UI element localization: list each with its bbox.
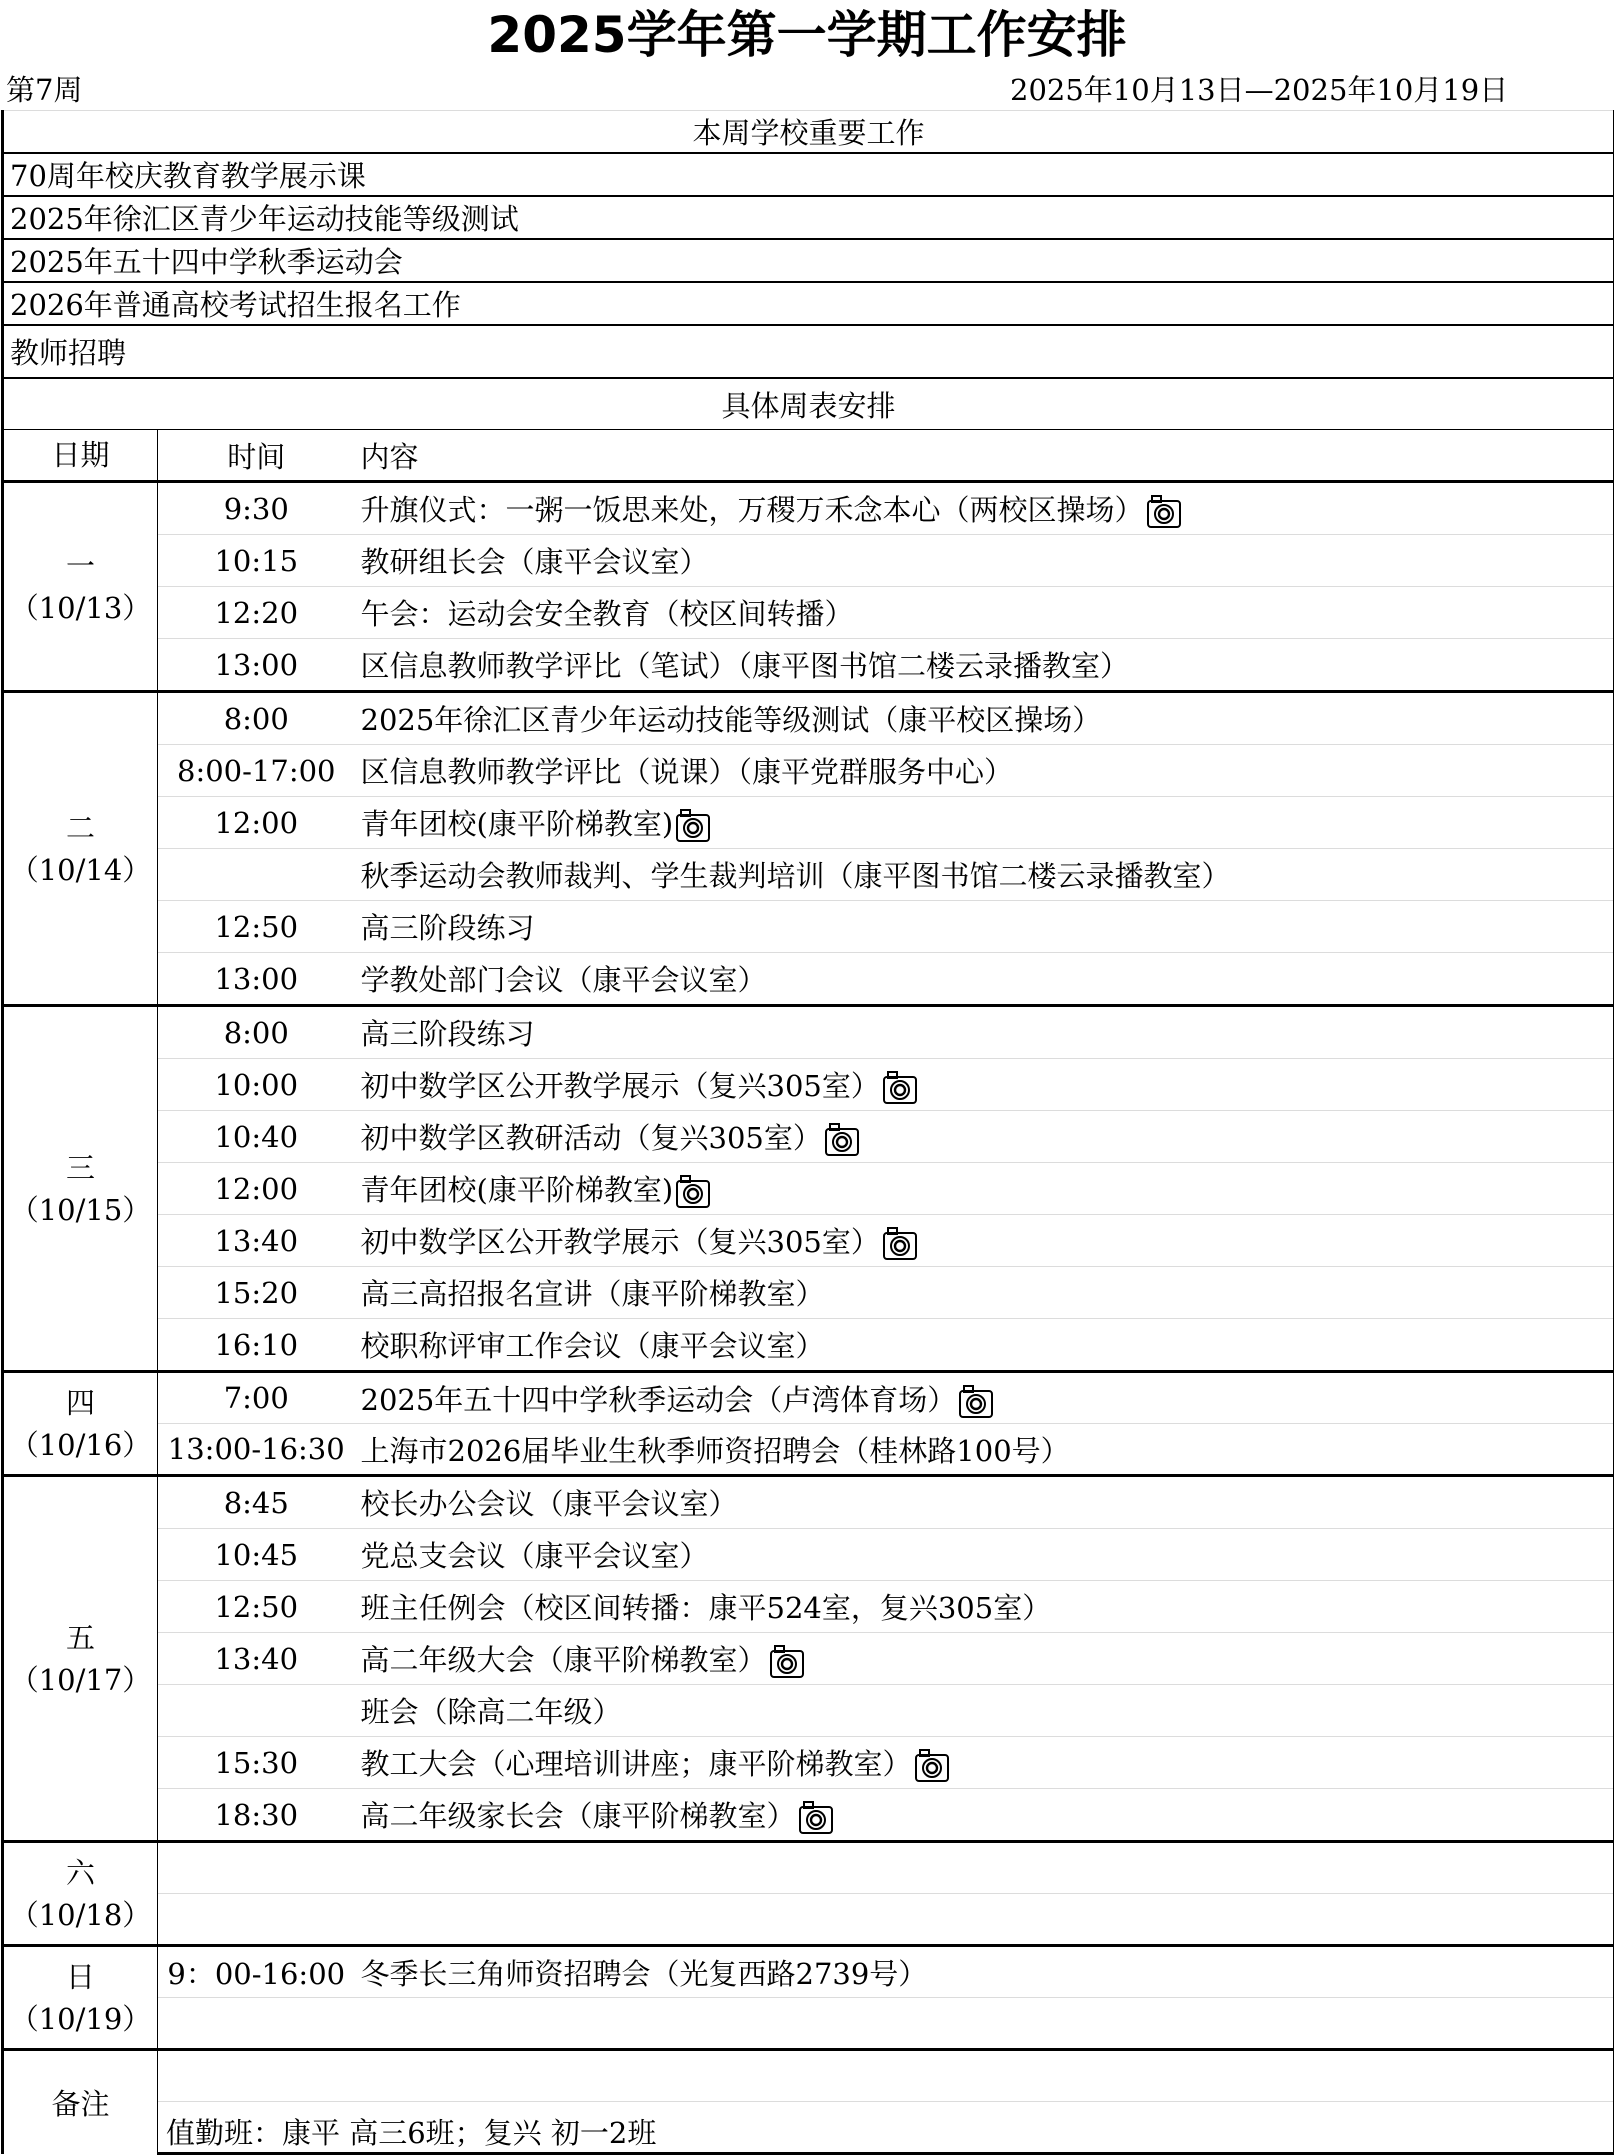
weekday-label: 二 (4, 807, 157, 849)
schedule-row (3, 535, 1614, 587)
schedule-row (3, 692, 1614, 745)
event-time: 13:00-16:30 (158, 1424, 355, 1476)
schedule-row (3, 1006, 1614, 1059)
weekday-label: 四 (4, 1382, 157, 1424)
remarks-row (3, 2102, 1614, 2154)
event-content (355, 639, 1614, 692)
event-time: 13:40 (158, 1215, 355, 1267)
event-time: 10:00 (158, 1059, 355, 1111)
camera-icon (675, 1175, 711, 1209)
schedule-row (3, 1529, 1614, 1581)
event-content (355, 587, 1614, 639)
event-content (355, 1581, 1614, 1633)
schedule-table (1, 110, 1614, 2155)
event-time: 16:10 (158, 1319, 355, 1372)
camera-icon (958, 1385, 994, 1419)
schedule-row (3, 587, 1614, 639)
event-text: 秋季运动会教师裁判、学生裁判培训（康平图书馆二楼云录播教室） (361, 859, 1231, 893)
time-column-header: 时间 (158, 430, 355, 482)
day-date: （10/18） (4, 1894, 157, 1936)
event-time: 12:00 (158, 797, 355, 849)
event-time (158, 1998, 355, 2050)
event-content (355, 953, 1614, 1006)
event-text: 高三阶段练习 (361, 1017, 535, 1051)
event-time: 7:00 (158, 1372, 355, 1424)
event-content (355, 1529, 1614, 1581)
important-item: 2026年普通高校考试招生报名工作 (3, 282, 1614, 325)
event-text: 班会（除高二年级） (361, 1695, 622, 1729)
event-content (355, 1842, 1614, 1894)
event-text: 上海市2026届毕业生秋季师资招聘会（桂林路100号） (361, 1434, 1070, 1468)
schedule-row (3, 482, 1614, 535)
date-column-header: 日期 (3, 430, 158, 482)
event-time: 18:30 (158, 1789, 355, 1842)
event-time: 8:00 (158, 1006, 355, 1059)
event-text: 学教处部门会议（康平会议室） (361, 963, 767, 997)
event-content (355, 1372, 1614, 1424)
event-text: 青年团校(康平阶梯教室) (361, 807, 674, 841)
event-text: 教研组长会（康平会议室） (361, 545, 709, 579)
event-time: 13:40 (158, 1633, 355, 1685)
schedule-row (3, 1424, 1614, 1476)
event-content (355, 1215, 1614, 1267)
camera-icon (675, 809, 711, 843)
event-time: 13:00 (158, 639, 355, 692)
camera-icon (914, 1749, 950, 1783)
schedule-row (3, 1111, 1614, 1163)
event-time (158, 1842, 355, 1894)
event-time: 8:45 (158, 1476, 355, 1529)
remarks-text: 值勤班：康平 高三6班；复兴 初一2班 (158, 2102, 1614, 2154)
day-cell (3, 1006, 158, 1372)
important-item: 2025年五十四中学秋季运动会 (3, 239, 1614, 282)
day-cell (3, 1372, 158, 1476)
schedule-row (3, 1633, 1614, 1685)
schedule-row (3, 639, 1614, 692)
important-item: 2025年徐汇区青少年运动技能等级测试 (3, 196, 1614, 239)
event-text: 高二年级家长会（康平阶梯教室） (361, 1799, 796, 1833)
event-content (355, 692, 1614, 745)
event-text: 午会：运动会安全教育（校区间转播） (361, 597, 854, 631)
important-item: 70周年校庆教育教学展示课 (3, 153, 1614, 196)
event-content (355, 1737, 1614, 1789)
event-content (355, 745, 1614, 797)
weekday-label: 一 (4, 545, 157, 587)
event-content (355, 1319, 1614, 1372)
camera-icon (882, 1227, 918, 1261)
schedule-row (3, 901, 1614, 953)
event-text: 2025年五十四中学秋季运动会（卢湾体育场） (361, 1383, 957, 1417)
schedule-row (3, 1581, 1614, 1633)
weekday-label: 日 (4, 1956, 157, 1998)
remarks-label: 备注 (3, 2050, 158, 2154)
event-content (355, 1424, 1614, 1476)
date-range: 2025年10月13日—2025年10月19日 (1010, 70, 1508, 110)
event-text: 教工大会（心理培训讲座；康平阶梯教室） (361, 1747, 912, 1781)
camera-icon (798, 1801, 834, 1835)
event-content (355, 1267, 1614, 1319)
event-content (355, 1111, 1614, 1163)
event-text: 班主任例会（校区间转播：康平524室，复兴305室） (361, 1591, 1052, 1625)
event-text: 高二年级大会（康平阶梯教室） (361, 1643, 767, 1677)
event-time: 10:15 (158, 535, 355, 587)
event-time (158, 849, 355, 901)
event-content (355, 1946, 1614, 1998)
event-time: 12:50 (158, 1581, 355, 1633)
event-content (355, 1006, 1614, 1059)
event-text: 区信息教师教学评比（笔试）（康平图书馆二楼云录播教室） (361, 649, 1130, 683)
schedule-row (3, 849, 1614, 901)
event-time: 12:00 (158, 1163, 355, 1215)
event-content (355, 849, 1614, 901)
schedule-row (3, 1372, 1614, 1424)
event-time: 12:20 (158, 587, 355, 639)
important-work-header: 本周学校重要工作 (3, 111, 1614, 154)
event-time: 8:00 (158, 692, 355, 745)
schedule-row (3, 1737, 1614, 1789)
day-date: （10/16） (4, 1424, 157, 1466)
schedule-row (3, 953, 1614, 1006)
event-text: 校职称评审工作会议（康平会议室） (361, 1329, 825, 1363)
important-item: 教师招聘 (3, 325, 1614, 378)
schedule-row (3, 1946, 1614, 1998)
event-content (355, 797, 1614, 849)
event-time: 15:20 (158, 1267, 355, 1319)
schedule-row (3, 1267, 1614, 1319)
event-text: 初中数学区公开教学展示（复兴305室） (361, 1225, 880, 1259)
event-time: 15:30 (158, 1737, 355, 1789)
camera-icon (1146, 495, 1182, 529)
event-text: 升旗仪式：一粥一饭思来处，万稷万禾念本心（两校区操场） (361, 493, 1144, 527)
event-time: 8:00-17:00 (158, 745, 355, 797)
event-content (355, 1163, 1614, 1215)
event-time: 9：00-16:00 (158, 1946, 355, 1998)
schedule-row (3, 1476, 1614, 1529)
weekday-label: 三 (4, 1147, 157, 1189)
schedule-row (3, 1215, 1614, 1267)
camera-icon (882, 1071, 918, 1105)
schedule-row (3, 1789, 1614, 1842)
schedule-row (3, 1894, 1614, 1946)
schedule-row (3, 1059, 1614, 1111)
event-content (355, 1685, 1614, 1737)
event-time (158, 1894, 355, 1946)
schedule-row (3, 1998, 1614, 2050)
event-time: 10:40 (158, 1111, 355, 1163)
day-cell (3, 1476, 158, 1842)
event-text: 2025年徐汇区青少年运动技能等级测试（康平校区操场） (361, 703, 1102, 737)
event-text: 高三阶段练习 (361, 911, 535, 945)
event-text: 区信息教师教学评比（说课）（康平党群服务中心） (361, 755, 1014, 789)
day-date: （10/14） (4, 849, 157, 891)
event-time: 10:45 (158, 1529, 355, 1581)
day-cell (3, 692, 158, 1006)
event-content (355, 1059, 1614, 1111)
content-column-header: 内容 (355, 430, 1614, 482)
camera-icon (824, 1123, 860, 1157)
day-cell (3, 482, 158, 692)
camera-icon (769, 1645, 805, 1679)
schedule-row (3, 1163, 1614, 1215)
day-date: （10/13） (4, 587, 157, 629)
event-text: 高三高招报名宣讲（康平阶梯教室） (361, 1277, 825, 1311)
day-date: （10/15） (4, 1189, 157, 1231)
weekly-schedule-header: 具体周表安排 (3, 378, 1614, 430)
event-content (355, 1476, 1614, 1529)
event-text: 党总支会议（康平会议室） (361, 1539, 709, 1573)
schedule-row (3, 1685, 1614, 1737)
day-cell (3, 1946, 158, 2050)
page-title: 2025学年第一学期工作安排 (0, 0, 1614, 68)
remarks-row (3, 2050, 1614, 2102)
event-time: 12:50 (158, 901, 355, 953)
weekday-label: 六 (4, 1852, 157, 1894)
event-time: 9:30 (158, 482, 355, 535)
day-date: （10/19） (4, 1998, 157, 2040)
weekday-label: 五 (4, 1617, 157, 1659)
event-text: 冬季长三角师资招聘会（光复西路2739号） (361, 1957, 928, 1991)
schedule-row (3, 745, 1614, 797)
week-label: 第7周 (6, 70, 82, 110)
schedule-row (3, 797, 1614, 849)
event-content (355, 1633, 1614, 1685)
event-text: 初中数学区公开教学展示（复兴305室） (361, 1069, 880, 1103)
event-content (355, 901, 1614, 953)
day-cell (3, 1842, 158, 1946)
schedule-row (3, 1842, 1614, 1894)
event-content (355, 1789, 1614, 1842)
event-text: 青年团校(康平阶梯教室) (361, 1173, 674, 1207)
day-date: （10/17） (4, 1659, 157, 1701)
event-content (355, 482, 1614, 535)
event-content (355, 1894, 1614, 1946)
event-time: 13:00 (158, 953, 355, 1006)
event-content (355, 535, 1614, 587)
event-text: 校长办公会议（康平会议室） (361, 1487, 738, 1521)
event-text: 初中数学区教研活动（复兴305室） (361, 1121, 822, 1155)
remarks-blank (158, 2050, 1614, 2102)
schedule-row (3, 1319, 1614, 1372)
event-time (158, 1685, 355, 1737)
event-content (355, 1998, 1614, 2050)
